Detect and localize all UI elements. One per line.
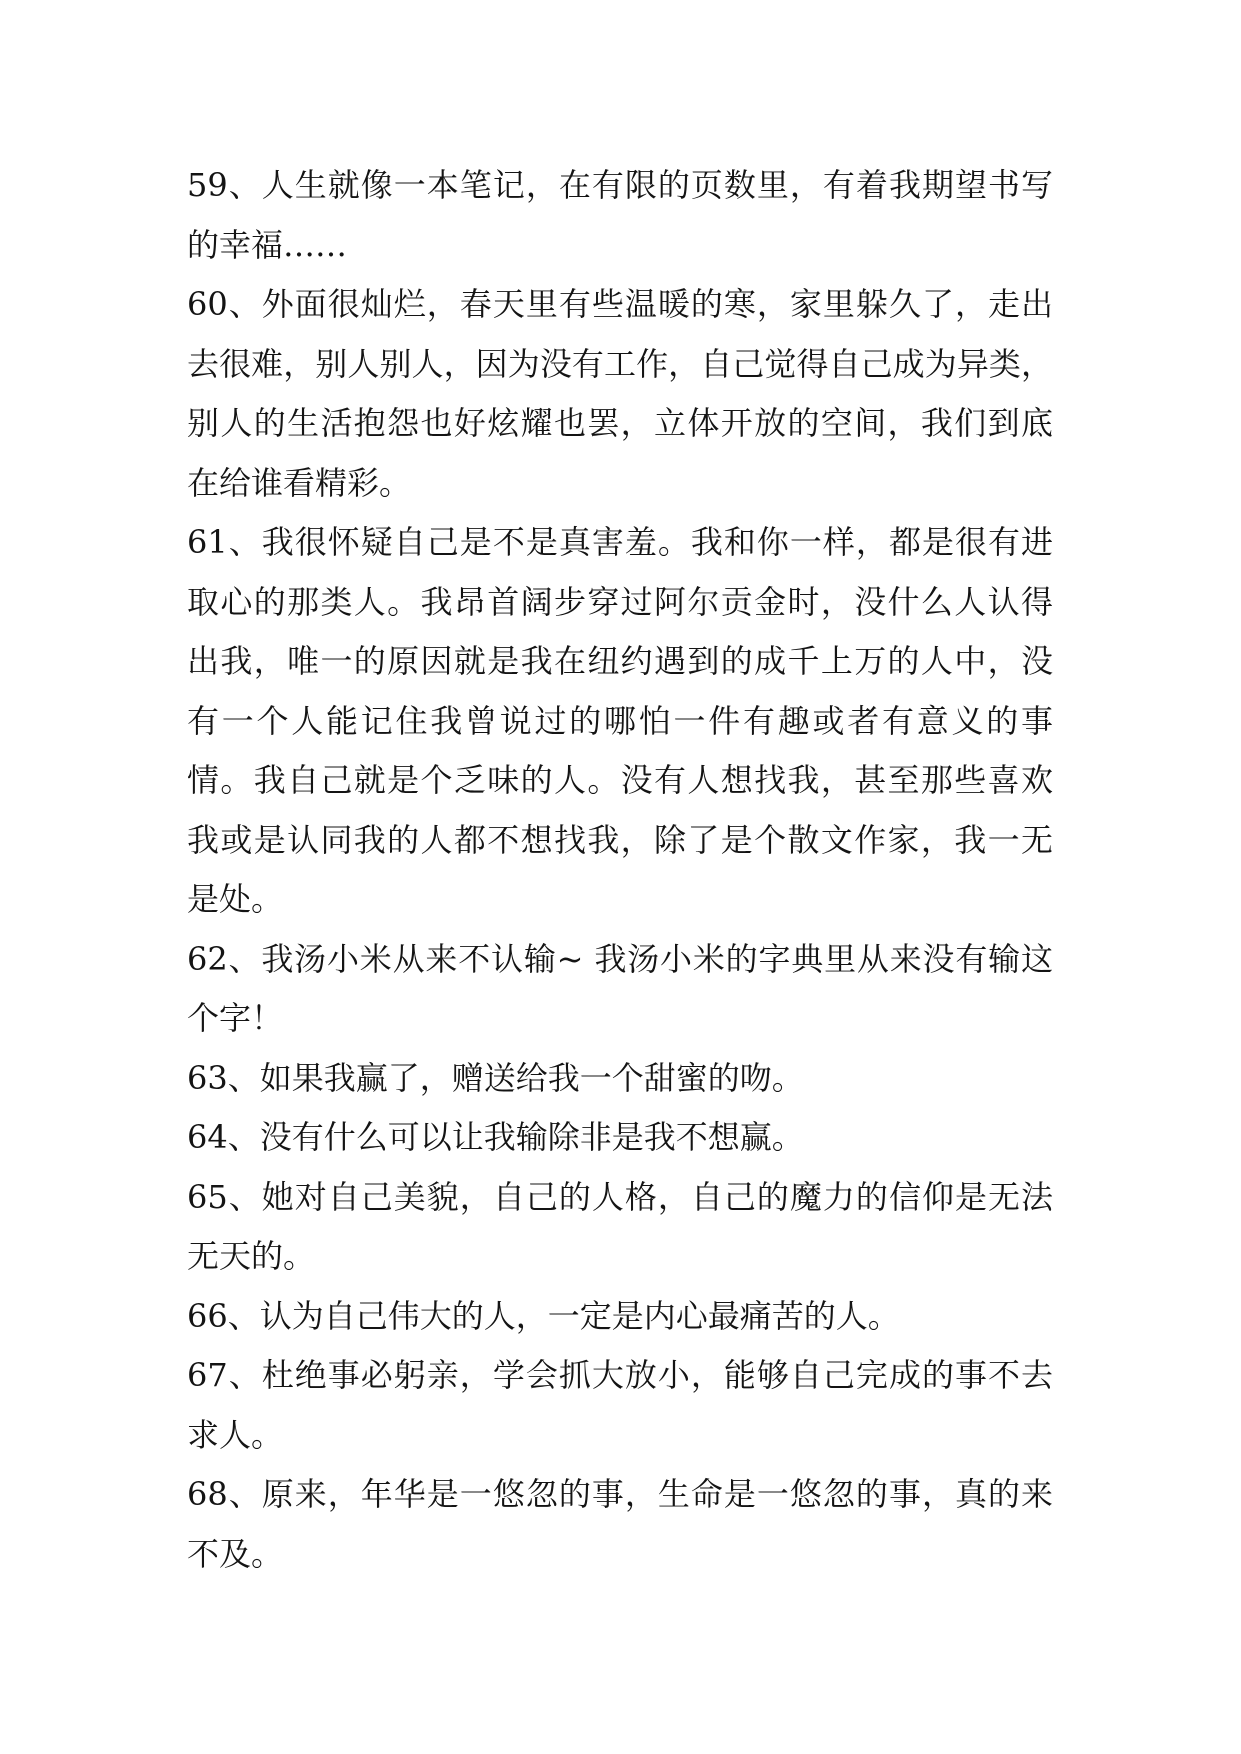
paragraph-line: 求人。 (187, 1415, 284, 1454)
paragraph-line: 59、人生就像一本笔记，在有限的页数里，有着我期望书写 (187, 166, 1053, 204)
paragraph-line: 67、杜绝事必躬亲，学会抓大放小，能够自己完成的事不去 (187, 1356, 1053, 1394)
paragraph-line: 60、外面很灿烂，春天里有些温暖的寒，家里躲久了，走出 (187, 285, 1053, 323)
paragraph-line: 我或是认同我的人都不想找我，除了是个散文作家，我一无 (187, 820, 1053, 859)
paragraph-line: 的幸福…… (187, 225, 348, 264)
paragraph-line: 61、我很怀疑自己是不是真害羞。我和你一样，都是很有进 (187, 523, 1053, 561)
list-item (187, 156, 1053, 275)
paragraph-line: 62、我汤小米从来不认输~ 我汤小米的字典里从来没有输这 (187, 939, 1053, 978)
list-item (187, 275, 1053, 513)
paragraph-line: 去很难，别人别人，因为没有工作，自己觉得自己成为异类， (187, 344, 1053, 383)
list-item (187, 1108, 1053, 1168)
paragraph-line: 68、原来，年华是一悠忽的事，生命是一悠忽的事，真的来 (187, 1475, 1053, 1513)
paragraph-line: 情。我自己就是个乏味的人。没有人想找我，甚至那些喜欢 (187, 761, 1053, 799)
list-item (187, 1287, 1053, 1347)
paragraph-line: 65、她对自己美貌，自己的人格，自己的魔力的信仰是无法 (187, 1177, 1053, 1216)
list-item (187, 1346, 1053, 1465)
document-body (187, 156, 1053, 1584)
paragraph-line: 别人的生活抱怨也好炫耀也罢，立体开放的空间，我们到底 (187, 404, 1053, 442)
paragraph-line: 出我，唯一的原因就是我在纽约遇到的成千上万的人中，没 (187, 642, 1053, 680)
list-item (187, 513, 1053, 930)
paragraph-line: 不及。 (187, 1534, 284, 1573)
list-item (187, 930, 1053, 1049)
list-item (187, 1465, 1053, 1584)
paragraph-line: 取心的那类人。我昂首阔步穿过阿尔贡金时，没什么人认得 (187, 582, 1053, 621)
paragraph-line: 是处。 (187, 880, 284, 918)
list-item (187, 1049, 1053, 1109)
paragraph-line: 有一个人能记住我曾说过的哪怕一件有趣或者有意义的事 (187, 701, 1053, 740)
paragraph-line: 个字！ (187, 999, 284, 1037)
paragraph-line: 在给谁看精彩。 (187, 463, 412, 502)
paragraph-line: 64、没有什么可以让我输除非是我不想赢。 (187, 1118, 804, 1156)
paragraph-line: 无天的。 (187, 1237, 316, 1275)
paragraph-line: 66、认为自己伟大的人，一定是内心最痛苦的人。 (187, 1296, 900, 1335)
paragraph-line: 63、如果我赢了，赠送给我一个甜蜜的吻。 (187, 1058, 804, 1097)
list-item (187, 1168, 1053, 1287)
